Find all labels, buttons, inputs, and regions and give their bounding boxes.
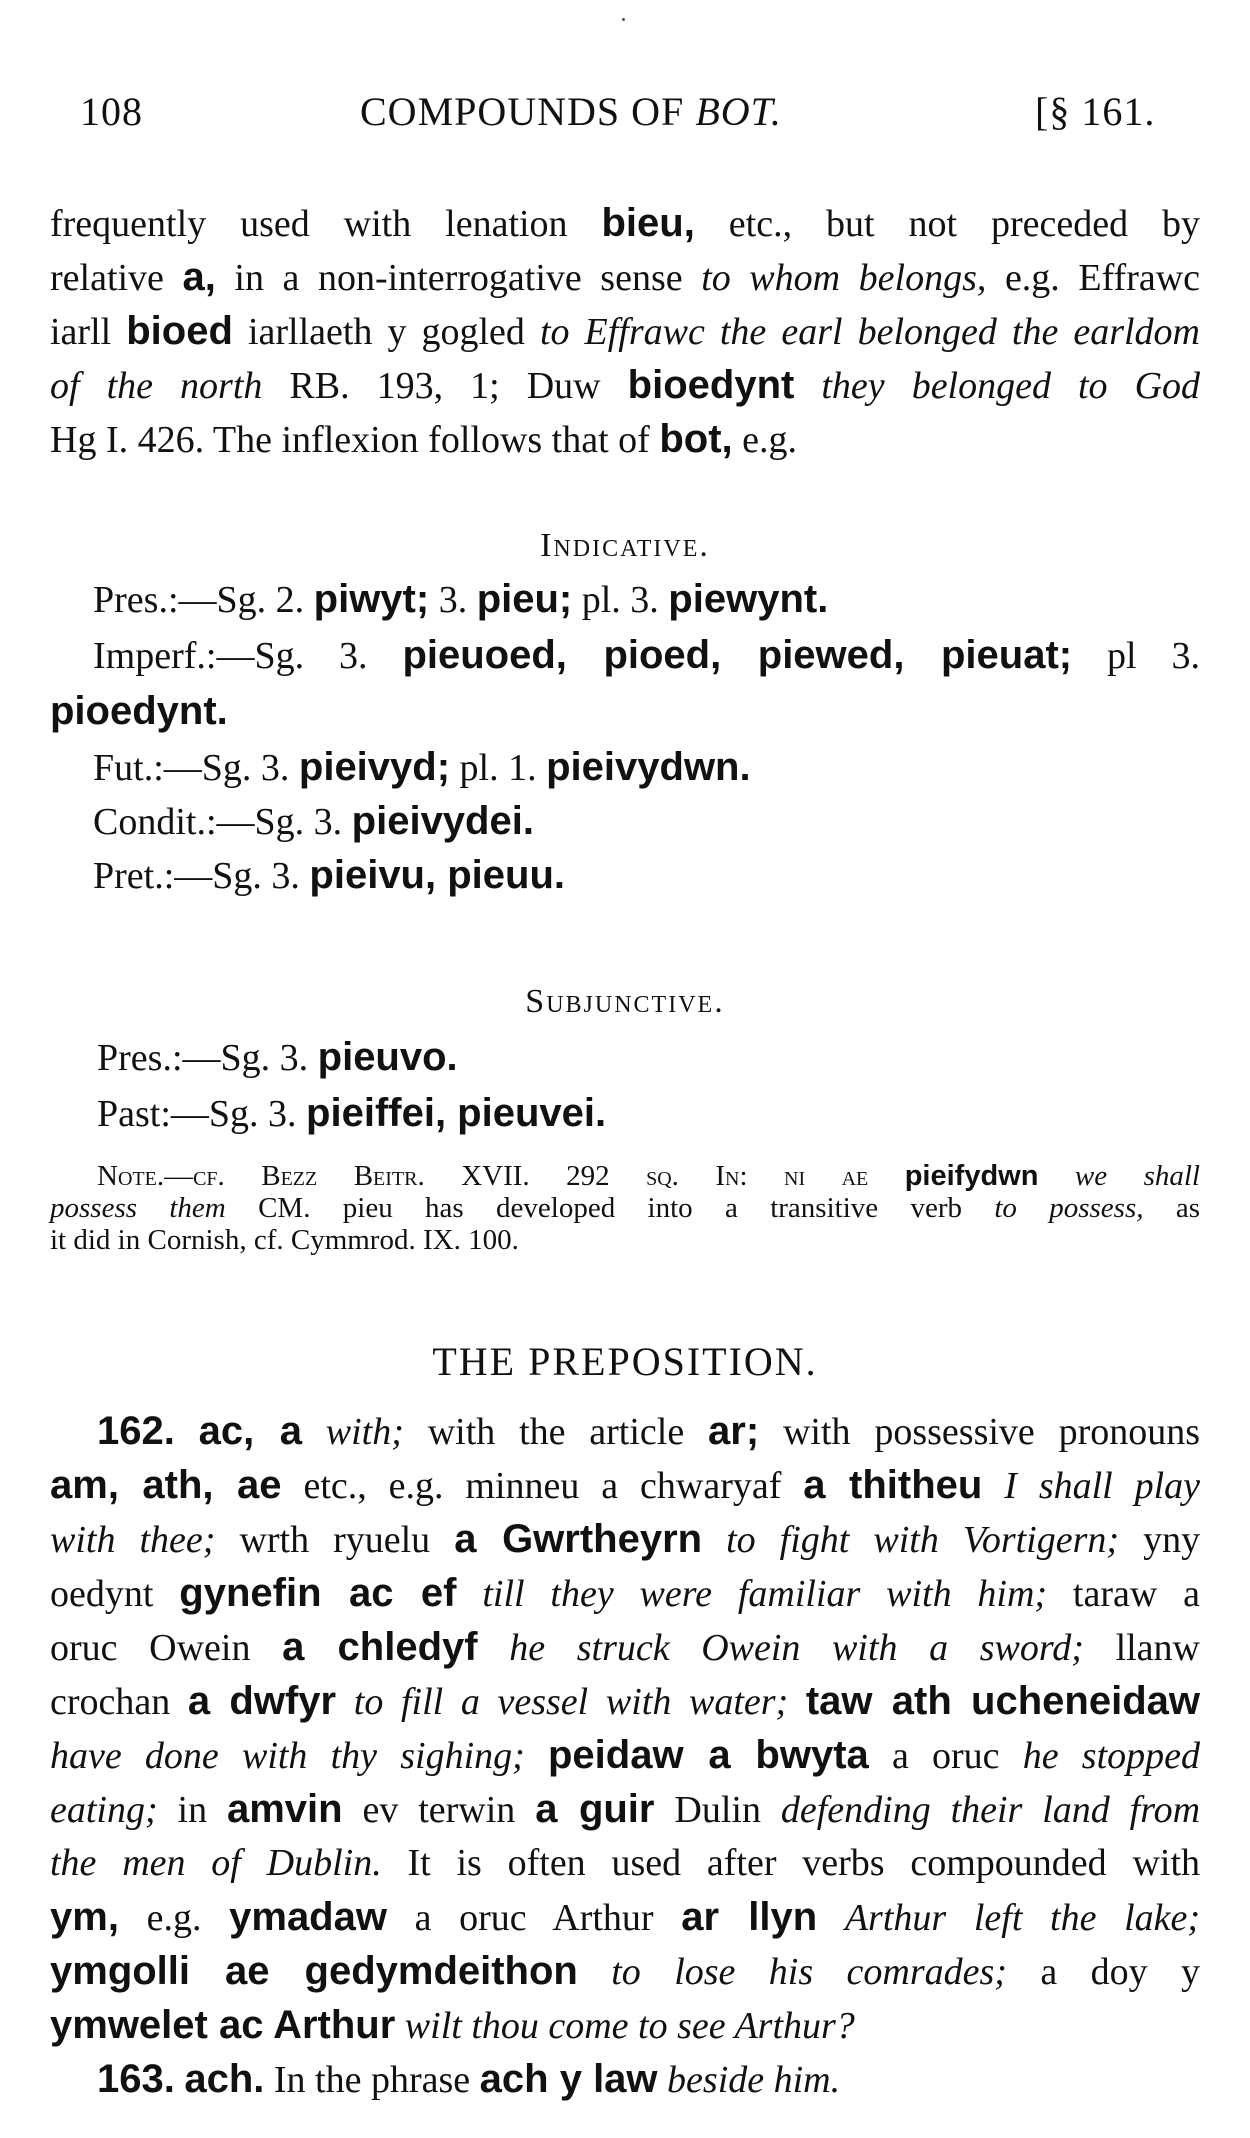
indicative-imperf: Imperf.:—Sg. 3. pieuoed, pioed, piewed, pieuat; pl 3.: [93, 633, 1201, 677]
subjunctive-past: Past:—Sg. 3. pieiffei, pieuvei.: [97, 1091, 607, 1135]
indicative-pret: Pret.:—Sg. 3. pieivu, pieuu.: [93, 853, 565, 897]
p162-line-2: am, ath, ae etc., e.g. minneu a chwaryaf a thitheu I shall play: [50, 1463, 1201, 1507]
p162-line-3: with thee; wrth ryuelu a Gwrtheyrn to fight with Vortigern; yny: [50, 1517, 1201, 1561]
p162-line-11: ymgolli ae gedymdeithon to lose his comrades; a doy y: [50, 1949, 1200, 1993]
section-ref: [§ 161.: [1035, 89, 1156, 134]
subjunctive-pres: Pres.:—Sg. 3. pieuvo.: [97, 1035, 458, 1079]
print-speck: [622, 18, 625, 21]
intro-line-1: frequently used with lenation bieu, etc., but not preceded by: [50, 201, 1201, 245]
note-line-3: it did in Cornish, cf. Cymmrod. IX. 100.: [50, 1224, 519, 1256]
p162-line-10: ym, e.g. ymadaw a oruc Arthur ar llyn Arthur left the lake;: [50, 1895, 1201, 1939]
subjunctive-heading: Subjunctive.: [525, 983, 725, 1020]
intro-line-3: iarll bioed iarllaeth y gogled to Effrawc the earl belonged the earldom: [50, 309, 1200, 353]
running-title: COMPOUNDS OF BOT.: [360, 89, 782, 134]
indicative-heading: Indicative.: [540, 527, 710, 564]
p162-line-8: eating; in amvin ev terwin a guir Dulin defending their land from: [50, 1787, 1201, 1831]
paragraph-number-162: 162.: [97, 1409, 175, 1453]
p163-line-1: 163. ach. In the phrase ach y law beside him.: [97, 2057, 841, 2101]
page-number: 108: [80, 89, 143, 134]
p162-line-12: ymwelet ac Arthur wilt thou come to see Arthur?: [50, 2003, 855, 2047]
p162-line-4: oedynt gynefin ac ef till they were familiar with him; taraw a: [50, 1571, 1201, 1615]
indicative-imperf-cont: pioedynt.: [50, 689, 228, 733]
p162-line-6: crochan a dwfyr to fill a vessel with water; taw ath ucheneidaw: [50, 1679, 1201, 1723]
note-line-1: Note.—cf. Bezz Beitr. XVII. 292 sq. In: ni ae pieifydwn we shall: [97, 1160, 1200, 1192]
p162-line-1: 162. ac, a with; with the article ar; with possessive pronouns: [97, 1409, 1201, 1453]
intro-line-4: of the north RB. 193, 1; Duw bioedynt they belonged to God: [50, 363, 1201, 407]
indicative-condit: Condit.:—Sg. 3. pieivydei.: [93, 799, 534, 843]
indicative-pres: Pres.:—Sg. 2. piwyt; 3. pieu; pl. 3. piewynt.: [93, 577, 829, 621]
preposition-heading: THE PREPOSITION.: [432, 1339, 818, 1384]
intro-line-2: relative a, in a non-interrogative sense to whom belongs, e.g. Effrawc: [50, 255, 1201, 299]
p162-line-9: the men of Dublin. It is often used after verbs compounded with: [50, 1842, 1200, 1884]
p162-line-7: have done with thy sighing; peidaw a bwyta a oruc he stopped: [50, 1733, 1200, 1777]
paragraph-number-163: 163.: [97, 2057, 175, 2101]
indicative-fut: Fut.:—Sg. 3. pieivyd; pl. 1. pieivydwn.: [93, 745, 751, 789]
running-header: [50, 88, 1200, 148]
p162-line-5: oruc Owein a chledyf he struck Owein with a sword; llanw: [50, 1625, 1200, 1669]
note-line-2: possess them CM. pieu has developed into a transitive verb to possess, as: [50, 1192, 1201, 1224]
intro-line-5: Hg I. 426. The inflexion follows that of bot, e.g.: [50, 417, 798, 461]
